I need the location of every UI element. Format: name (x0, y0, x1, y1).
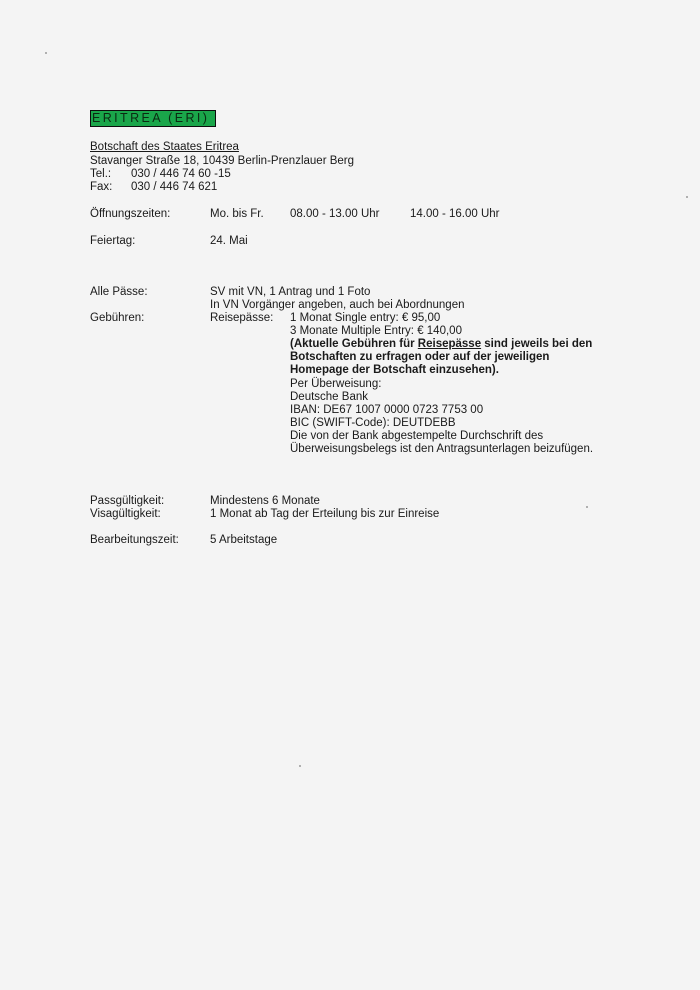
fees-sub-label: Reisepässe: (210, 312, 274, 324)
fee-note-line1 (290, 338, 592, 351)
passport-validity-value: Mindestens 6 Monate (210, 495, 320, 507)
transfer-label: Per Überweisung: (290, 378, 382, 390)
embassy-name: Botschaft des Staates Eritrea (90, 141, 239, 153)
scan-speck (686, 196, 688, 198)
fee-note-line3: Homepage der Botschaft einzusehen). (290, 364, 499, 376)
iban: IBAN: DE67 1007 0000 0723 7753 00 (290, 404, 484, 416)
fee-single: 1 Monat Single entry: € 95,00 (290, 312, 441, 324)
holiday-label: Feiertag: (90, 235, 136, 247)
scan-speck (299, 765, 301, 767)
scan-speck (45, 52, 47, 54)
bic: BIC (SWIFT-Code): DEUTDEBB (290, 417, 456, 429)
fax-value: 030 / 446 74 621 (131, 181, 218, 193)
receipt-line1: Die von der Bank abgestempelte Durchschrift des (290, 430, 544, 442)
fee-note-line2: Botschaften zu erfragen oder auf der jeweiligen (290, 351, 550, 363)
holiday-value: 24. Mai (210, 235, 248, 247)
opening-morning: 08.00 - 13.00 Uhr (290, 208, 380, 220)
receipt-line2: Überweisungsbelegs ist den Antragsunterlagen beizufügen. (290, 443, 594, 455)
passports-line2: In VN Vorgänger angeben, auch bei Abordnungen (210, 299, 465, 311)
tel-label: Tel.: (90, 168, 112, 180)
fee-note-pre: (Aktuelle Gebühren für (290, 338, 418, 350)
opening-hours-label: Öffnungszeiten: (90, 208, 171, 220)
embassy-address: Stavanger Straße 18, 10439 Berlin-Prenzlauer Berg (90, 155, 355, 167)
visa-validity-value: 1 Monat ab Tag der Erteilung bis zur Einreise (210, 508, 440, 520)
country-title: ERITREA (ERI) (90, 110, 216, 127)
scan-speck (586, 506, 588, 508)
fee-multiple: 3 Monate Multiple Entry: € 140,00 (290, 325, 462, 337)
opening-afternoon: 14.00 - 16.00 Uhr (410, 208, 500, 220)
visa-validity-label: Visagültigkeit: (90, 508, 161, 520)
processing-label: Bearbeitungszeit: (90, 534, 179, 546)
bank-name: Deutsche Bank (290, 391, 368, 403)
passport-validity-label: Passgültigkeit: (90, 495, 165, 507)
passports-label: Alle Pässe: (90, 286, 148, 298)
fee-note-link: Reisepässe (417, 338, 482, 350)
fax-label: Fax: (90, 181, 113, 193)
fees-label: Gebühren: (90, 312, 145, 324)
fee-note-post: sind jeweils bei den (481, 338, 593, 350)
opening-days: Mo. bis Fr. (210, 208, 264, 220)
tel-value: 030 / 446 74 60 -15 (131, 168, 231, 180)
passports-line1: SV mit VN, 1 Antrag und 1 Foto (210, 286, 371, 298)
processing-value: 5 Arbeitstage (210, 534, 278, 546)
